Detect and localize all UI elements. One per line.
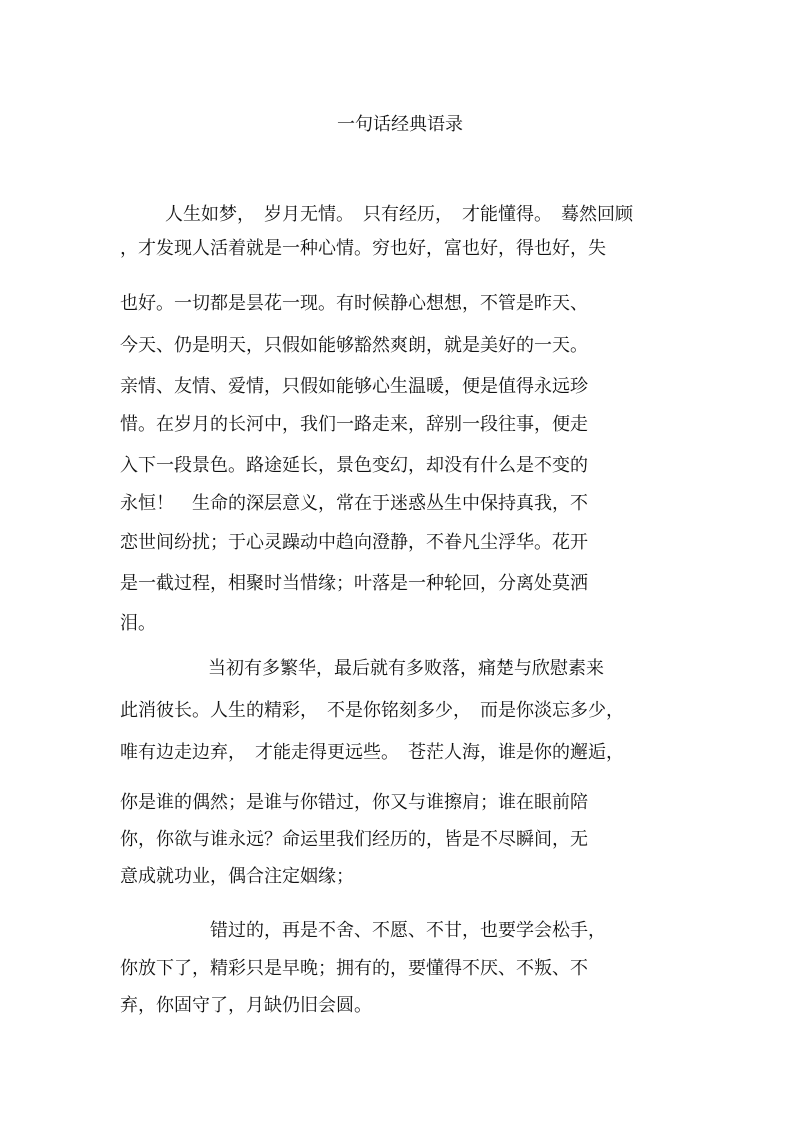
text-line: 意成就功业，偶合注定姻缘； — [120, 866, 354, 887]
text-line: ，才发现人活着就是一种心情。穷也好，富也好，得也好，失 — [120, 238, 606, 259]
text-line: 你放下了，精彩只是早晚；拥有的，要懂得不厌、不叛、不 — [120, 958, 588, 979]
document-title: 一句话经典语录 — [337, 114, 463, 135]
text-line: 亲情、友情、爱情，只假如能够心生温暖，便是值得永远珍 — [120, 376, 588, 397]
text-line: 入下一段景色。路途延长，景色变幻，却没有什么是不变的 — [120, 455, 588, 476]
text-line: 人生如梦， 岁月无情。 只有经历， 才能懂得。 蓦然回顾 — [165, 204, 633, 225]
text-line: 唯有边走边弃， 才能走得更远些。 苍茫人海，谁是你的邂逅， — [120, 742, 624, 763]
text-line: 今天、仍是明天，只假如能够豁然爽朗，就是美好的一天。 — [120, 335, 588, 356]
text-line: 惜。在岁月的长河中，我们一路走来，辞别一段往事，便走 — [120, 414, 588, 435]
text-line: 泪。 — [120, 613, 156, 634]
text-line: 弃，你固守了，月缺仍旧会圆。 — [120, 995, 372, 1016]
text-line: 当初有多繁华，最后就有多败落，痛楚与欣慰素来 — [208, 658, 604, 679]
text-line: 永恒！ 生命的深层意义，常在于迷惑丛生中保持真我，不 — [120, 493, 588, 514]
text-line: 你是谁的偶然；是谁与你错过，你又与谁擦肩；谁在眼前陪 — [120, 792, 588, 813]
text-line: 你，你欲与谁永远？命运里我们经历的，皆是不尽瞬间，无 — [120, 829, 588, 850]
text-line: 此消彼长。人生的精彩， 不是你铭刻多少， 而是你淡忘多少， — [120, 700, 624, 721]
text-line: 是一截过程，相聚时当惜缘；叶落是一种轮回，分离处莫洒 — [120, 573, 588, 594]
text-line: 错过的，再是不舍、不愿、不甘，也要学会松手， — [210, 920, 606, 941]
text-line: 恋世间纷扰；于心灵躁动中趋向澄静，不眷凡尘浮华。花开 — [120, 532, 588, 553]
text-line: 也好。一切都是昙花一现。有时候静心想想，不管是昨天、 — [120, 293, 588, 314]
